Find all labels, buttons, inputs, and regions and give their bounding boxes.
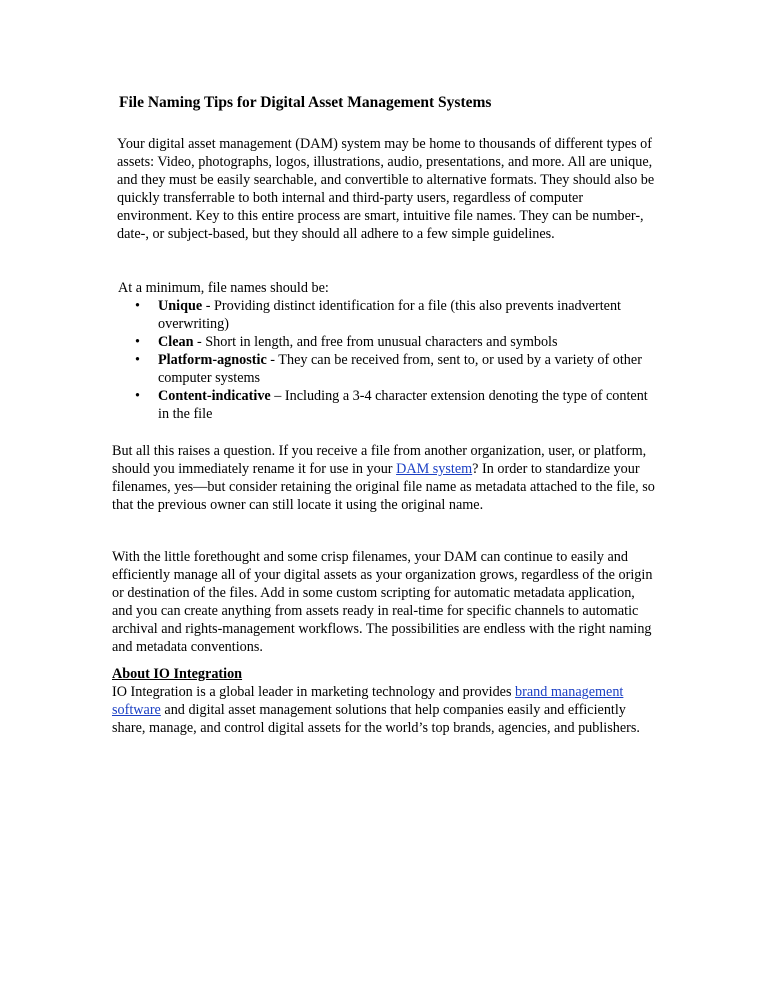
- guideline-text: - Short in length, and free from unusual characters and symbols: [193, 334, 558, 350]
- paragraph-text: ? In order to standardize your filenames, yes—but consider retaining the original file name as metadata attached to the file, so that the previous owner can still locate it using the original name.: [112, 461, 655, 513]
- rename-paragraph: [112, 442, 657, 514]
- paragraph-text: and digital asset management solutions that help companies easily and efficiently share, manage, and control digital assets for the world’s top brands, agencies, and publishers.: [112, 702, 640, 736]
- paragraph-text: IO Integration is a global leader in marketing technology and provides: [112, 684, 516, 700]
- minimum-intro: At a minimum, file names should be:: [118, 280, 329, 296]
- guideline-term: Platform-agnostic: [158, 352, 267, 368]
- guideline-term: Content-indicative: [158, 388, 271, 404]
- paragraph-text: But all this raises a question. If you receive a file from another organization, user, or platform, should you immediately rename it for use in your: [112, 443, 647, 477]
- list-item: [132, 297, 662, 333]
- bullet-icon: •: [135, 388, 140, 404]
- dam-system-link[interactable]: DAM system: [396, 461, 473, 477]
- document-title: File Naming Tips for Digital Asset Management Systems: [119, 94, 492, 111]
- list-item: [132, 351, 662, 387]
- about-heading: About IO Integration: [112, 666, 243, 682]
- bullet-icon: •: [135, 352, 140, 368]
- guideline-term: Unique: [158, 298, 203, 314]
- bullet-icon: •: [135, 334, 140, 350]
- list-item: [132, 387, 662, 423]
- brand-management-link[interactable]: brand management software: [112, 684, 624, 718]
- guideline-list: [132, 297, 662, 423]
- guideline-text: – Including a 3-4 character extension denoting the type of content in the file: [158, 388, 648, 422]
- list-item: [132, 333, 662, 351]
- intro-paragraph: Your digital asset management (DAM) system may be home to thousands of different types of assets: Video, photographs, logos, illustrations, audio, presentations, and more. All are unique, and they must be easily searchable, and convertible to alternative formats. They should also be quickly transferrable to both internal and third-party users, regardless of computer environment. Key to this entire process are smart, intuitive file names. They can be number-, date-, or subject-based, but they should all adhere to a few simple guidelines.: [117, 136, 655, 242]
- conclusion-paragraph: With the little forethought and some crisp filenames, your DAM can continue to easily and efficiently manage all of your digital assets as your organization grows, regardless of the origin or destination of the files. Add in some custom scripting for automatic metadata application, and you can create anything from assets ready in real-time for specific channels to automatic archival and rights-management workflows. The possibilities are endless with the right naming and metadata conventions.: [112, 549, 653, 655]
- about-paragraph: [112, 683, 657, 737]
- guideline-term: Clean: [158, 334, 194, 350]
- guideline-text: - They can be received from, sent to, or used by a variety of other computer systems: [158, 352, 642, 386]
- guideline-text: - Providing distinct identification for a file (this also prevents inadvertent overwriting): [158, 298, 621, 332]
- bullet-icon: •: [135, 298, 140, 314]
